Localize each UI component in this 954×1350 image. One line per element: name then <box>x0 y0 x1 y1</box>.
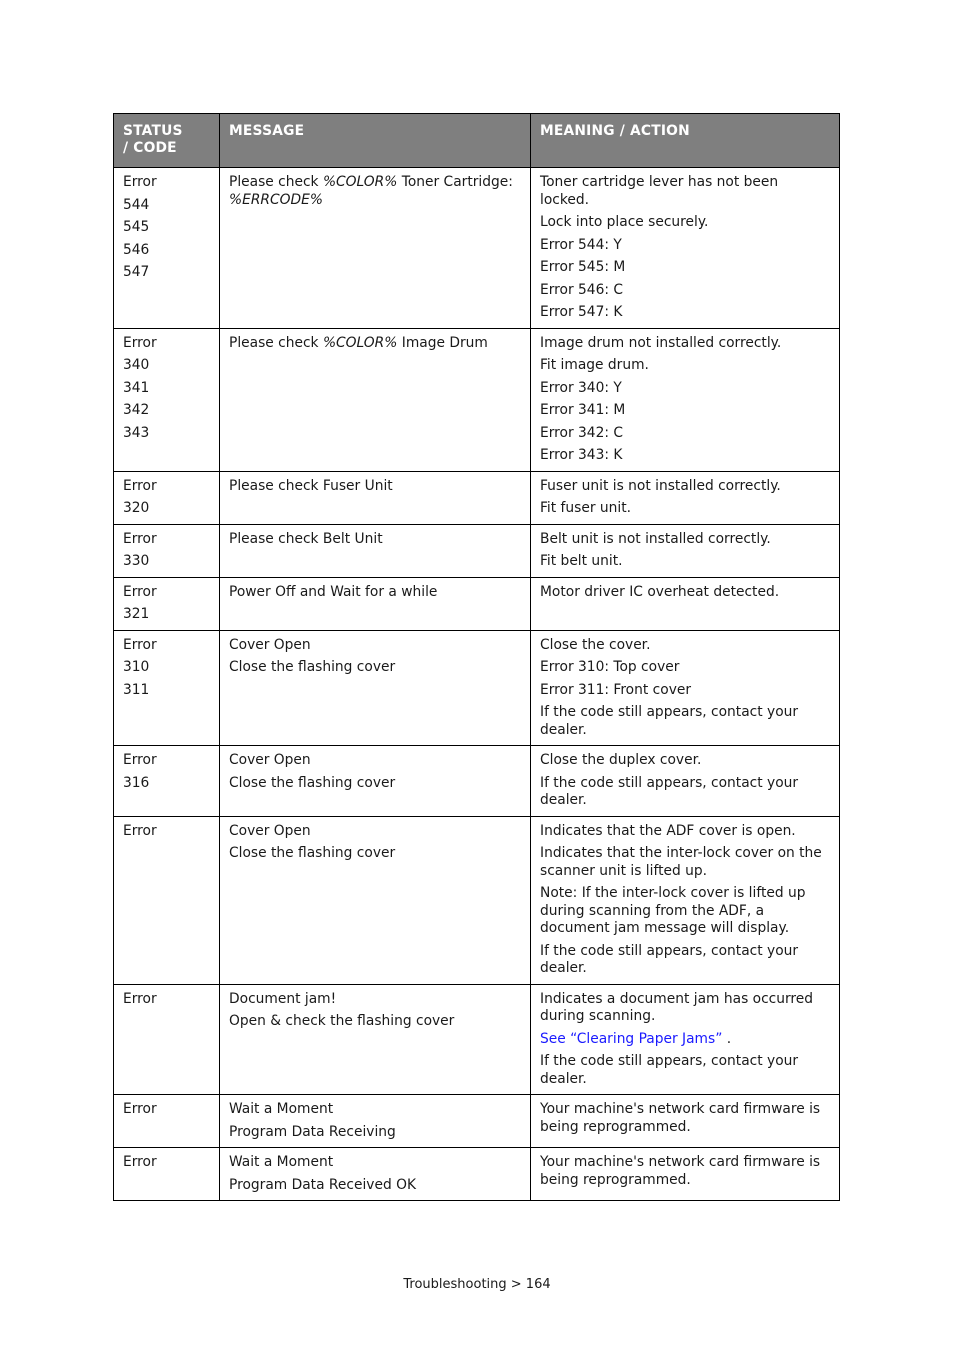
message-line <box>229 174 521 209</box>
message-line <box>229 1101 521 1119</box>
meaning-line <box>540 1031 830 1049</box>
meaning-line: Error 545: M <box>540 259 626 275</box>
message-cell <box>220 577 531 630</box>
status-label: Error <box>123 530 157 547</box>
status-label: Error <box>123 334 157 351</box>
meaning-action-cell <box>531 168 840 329</box>
header-status-code: STATUS / CODE <box>114 114 220 168</box>
table-row <box>114 524 840 577</box>
meaning-action-cell <box>531 328 840 471</box>
meaning-line: Fit image drum. <box>540 357 649 373</box>
error-code: 545 <box>123 219 150 235</box>
status-label: Error <box>123 174 157 190</box>
meaning-line: Motor driver IC overheat detected. <box>540 583 780 600</box>
message-text: Wait a Moment <box>229 1154 334 1170</box>
status-code-cell <box>114 168 220 329</box>
meaning-line: Error 546: C <box>540 281 624 298</box>
meaning-line: Lock into place securely. <box>540 214 709 230</box>
meaning-line: Indicates that the inter-lock cover on the scanner unit is lifted up. <box>540 845 822 879</box>
meaning-action-cell <box>531 1095 840 1148</box>
message-text: Program Data Received OK <box>229 1176 416 1193</box>
meaning-action-cell <box>531 524 840 577</box>
message-cell <box>220 1095 531 1148</box>
status-label: Error <box>123 583 157 600</box>
meaning-line: Indicates a document jam has occurred during scanning. <box>540 990 814 1024</box>
message-cell <box>220 471 531 524</box>
message-line <box>229 584 521 602</box>
status-code-cell <box>114 471 220 524</box>
error-code: 316 <box>123 774 150 791</box>
meaning-line: Error 310: Top cover <box>540 659 680 675</box>
error-code: 341 <box>123 379 150 396</box>
message-text: Image Drum <box>397 334 488 351</box>
message-text: Program Data Receiving <box>229 1123 396 1140</box>
status-code-cell <box>114 746 220 817</box>
meaning-line: Error 547: K <box>540 304 623 320</box>
table-row <box>114 1148 840 1201</box>
table-row <box>114 577 840 630</box>
status-label: Error <box>123 752 157 768</box>
message-text: Please check <box>229 334 323 351</box>
meaning-action-cell <box>531 471 840 524</box>
table-row <box>114 168 840 329</box>
error-code: 340 <box>123 357 150 373</box>
message-text: Document jam! <box>229 990 337 1007</box>
meaning-line: Your machine's network card firmware is being reprogrammed. <box>540 1101 821 1135</box>
error-code: 343 <box>123 424 150 441</box>
message-text: Wait a Moment <box>229 1101 334 1117</box>
error-code: 547 <box>123 264 150 280</box>
message-line <box>229 335 521 353</box>
message-cell <box>220 984 531 1095</box>
status-label: Error <box>123 636 157 653</box>
meaning-line: If the code still appears, contact your dealer. <box>540 704 799 738</box>
meaning-line: Fit fuser unit. <box>540 500 632 516</box>
message-cell <box>220 1148 531 1201</box>
message-cell <box>220 816 531 984</box>
error-code: 544 <box>123 196 150 213</box>
message-cell <box>220 328 531 471</box>
meaning-line: If the code still appears, contact your dealer. <box>540 1053 799 1087</box>
meaning-action-cell <box>531 577 840 630</box>
status-code-cell <box>114 577 220 630</box>
error-code: 311 <box>123 681 150 698</box>
status-code-cell <box>114 630 220 746</box>
table-row <box>114 984 840 1095</box>
message-cell <box>220 630 531 746</box>
status-code-cell <box>114 328 220 471</box>
table-row <box>114 746 840 817</box>
meaning-line: Your machine's network card firmware is being reprogrammed. <box>540 1154 821 1188</box>
header-meaning-action: MEANING / ACTION <box>531 114 840 168</box>
message-line <box>229 1013 521 1031</box>
error-code-table <box>113 113 840 1201</box>
message-text: Please check <box>229 174 323 190</box>
message-variable: %COLOR% <box>322 334 398 351</box>
meaning-line: Error 343: K <box>540 447 623 463</box>
meaning-line: Error 340: Y <box>540 379 622 396</box>
table-row <box>114 1095 840 1148</box>
error-code: 310 <box>123 659 150 675</box>
meaning-line: Image drum not installed correctly. <box>540 334 782 351</box>
meaning-action-cell <box>531 816 840 984</box>
page-footer <box>0 1277 954 1292</box>
table-row <box>114 328 840 471</box>
status-code-cell <box>114 1148 220 1201</box>
message-text: Please check Fuser Unit <box>229 477 393 494</box>
status-code-cell <box>114 524 220 577</box>
status-code-cell <box>114 984 220 1095</box>
error-code: 321 <box>123 606 150 622</box>
message-text: Open & check the flashing cover <box>229 1013 455 1029</box>
meaning-action-cell <box>531 1148 840 1201</box>
message-line <box>229 775 521 793</box>
meaning-line: Error 341: M <box>540 402 626 418</box>
header-message: MESSAGE <box>220 114 531 168</box>
message-line <box>229 531 521 549</box>
meaning-line: Close the cover. <box>540 636 651 653</box>
message-variable: %COLOR% <box>322 174 398 190</box>
error-code: 342 <box>123 402 150 418</box>
table-row <box>114 816 840 984</box>
message-text: Cover Open <box>229 822 311 839</box>
error-code: 546 <box>123 241 150 258</box>
message-line <box>229 823 521 841</box>
status-label: Error <box>123 990 157 1007</box>
meaning-line: Close the duplex cover. <box>540 752 702 768</box>
message-text: Please check Belt Unit <box>229 530 383 547</box>
status-code-cell <box>114 1095 220 1148</box>
link-trailing-text: . <box>722 1030 732 1047</box>
clearing-paper-jams-link[interactable]: See “Clearing Paper Jams” <box>540 1030 723 1047</box>
message-text: Power Off and Wait for a while <box>229 583 438 600</box>
meaning-action-cell <box>531 984 840 1095</box>
message-line <box>229 1177 521 1195</box>
meaning-action-cell <box>531 746 840 817</box>
table-row <box>114 471 840 524</box>
table-row <box>114 630 840 746</box>
meaning-action-cell <box>531 630 840 746</box>
status-label: Error <box>123 477 157 494</box>
meaning-line: If the code still appears, contact your dealer. <box>540 942 799 976</box>
message-text: Cover Open <box>229 752 311 768</box>
error-code: 330 <box>123 553 150 569</box>
message-line <box>229 752 521 770</box>
message-line <box>229 991 521 1009</box>
message-text: Toner Cartridge: <box>397 174 513 190</box>
status-label: Error <box>123 1101 157 1117</box>
message-line <box>229 1124 521 1142</box>
message-text: Cover Open <box>229 636 311 653</box>
message-cell <box>220 746 531 817</box>
meaning-line: Error 544: Y <box>540 236 622 253</box>
meaning-line: Error 342: C <box>540 424 624 441</box>
message-line <box>229 478 521 496</box>
meaning-line: Note: If the inter-lock cover is lifted up during scanning from the ADF, a document jam message will display. <box>540 885 806 936</box>
message-line <box>229 845 521 863</box>
error-code: 320 <box>123 500 150 516</box>
status-label: Error <box>123 822 157 839</box>
message-line <box>229 1154 521 1172</box>
meaning-line: Indicates that the ADF cover is open. <box>540 822 796 839</box>
table-header-row <box>114 114 840 168</box>
meaning-line: Belt unit is not installed correctly. <box>540 530 771 547</box>
message-text: Close the flashing cover <box>229 659 396 675</box>
message-line <box>229 637 521 655</box>
table-body <box>114 168 840 1201</box>
meaning-line: Error 311: Front cover <box>540 681 692 698</box>
message-text: Close the flashing cover <box>229 845 396 861</box>
message-text: Close the flashing cover <box>229 774 396 791</box>
meaning-line: Fit belt unit. <box>540 553 623 569</box>
meaning-line: If the code still appears, contact your dealer. <box>540 774 799 808</box>
status-code-cell <box>114 816 220 984</box>
meaning-line: Toner cartridge lever has not been locked. <box>540 174 779 208</box>
footer-text: Troubleshooting > 164 <box>403 1277 551 1292</box>
message-cell <box>220 168 531 329</box>
meaning-line: Fuser unit is not installed correctly. <box>540 477 781 494</box>
status-label: Error <box>123 1154 157 1170</box>
message-line <box>229 659 521 677</box>
message-variable: %ERRCODE% <box>229 191 323 208</box>
message-cell <box>220 524 531 577</box>
